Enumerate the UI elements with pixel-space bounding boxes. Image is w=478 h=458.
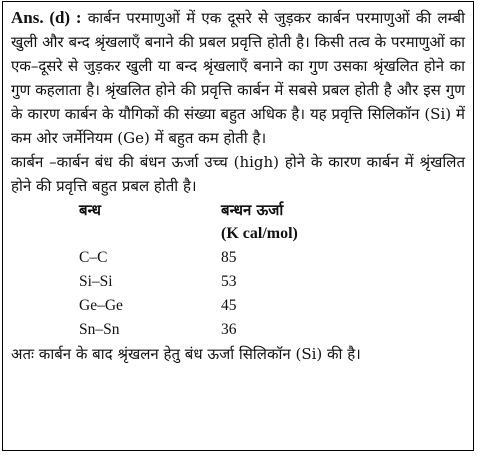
energy-cell: 53 [221, 273, 237, 290]
table-row [11, 318, 465, 342]
bond-cell: Sn–Sn [79, 321, 120, 338]
energy-cell: 85 [221, 249, 237, 266]
bond-cell: Ge–Ge [79, 297, 123, 314]
energy-unit: (K cal/mol) [221, 225, 298, 242]
energy-cell: 36 [221, 321, 237, 338]
table-row [11, 270, 465, 294]
bond-energy-table [11, 198, 465, 342]
answer-box [2, 1, 474, 451]
answer-label: Ans. (d) : [11, 8, 82, 27]
table-unit-row [11, 222, 465, 246]
energy-cell: 45 [221, 297, 237, 314]
unit-spacer [11, 222, 221, 246]
bond-cell: C–C [79, 249, 108, 266]
table-row [11, 246, 465, 270]
conclusion-text: अतः कार्बन के बाद श्रृंखलन हेतु बंध ऊर्जा सिलिकॉन (Si) की है। [11, 345, 361, 363]
answer-paragraph-2: कार्बन –कार्बन बंध की बंधन ऊर्जा उच्च (high) होने के कारण कार्बन में श्रृंखलित होने की प्रवृत्ति बहुत प्रबल होती है। [11, 153, 465, 195]
bond-cell: Si–Si [79, 273, 113, 290]
header-energy: बन्धन ऊर्जा [221, 201, 284, 219]
header-bond: बन्ध [79, 201, 101, 219]
table-row [11, 294, 465, 318]
table-header-row [11, 198, 465, 222]
answer-paragraph-1 [11, 6, 465, 150]
paragraph-1-text: कार्बन परमाणुओं में एक दूसरे से जुड़कर कार्बन परमाणुओं की लम्बी खुली और बन्द श्रृंखलाएँ बनाने की प्रबल प्रवृत्ति होती है। किसी तत्व के परमाणुओं का एक–दूसरे से जुड़कर खुली या बन्द श्रृंखलाएँ बनाने का गुण उसका श्रृंखलित होने का गुण कहलाता है। श्रृंखलित होने की प्रवृत्ति कार्बन में सबसे प्रबल होती है और इस गुण के कारण कार्बन के यौगिकों की संख्या बहुत अधिक है। यह प्रवृत्ति सिलिकॉन (Si) में कम ओर जर्मेनियम (Ge) में बहुत कम होती है। [11, 9, 465, 147]
